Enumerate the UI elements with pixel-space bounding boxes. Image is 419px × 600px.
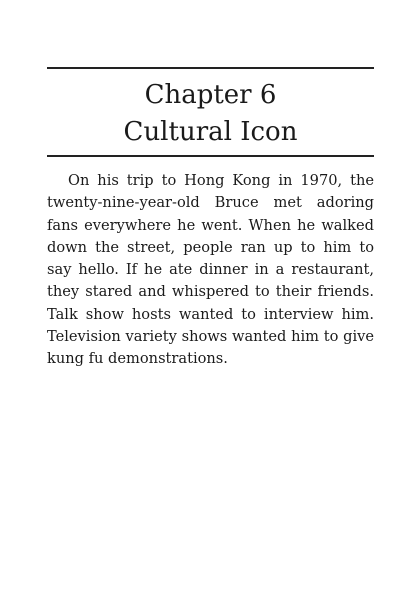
body-paragraph: On his trip to Hong Kong in 1970, the twenty-nine-year-old Bruce met adoring fans everywhere he went. When he walked down the street, people ran up to him to say hello. If he ate dinner in a restaurant, they stared and whispered to their friends. Talk show hosts wanted to interview him. Television variety shows wanted him to give kung fu demonstrations. [47, 172, 374, 368]
chapter-number: Chapter 6 [144, 80, 277, 110]
chapter-title: Cultural Icon [123, 117, 298, 147]
top-divider-rule [47, 67, 374, 69]
bottom-divider-rule [47, 155, 374, 157]
